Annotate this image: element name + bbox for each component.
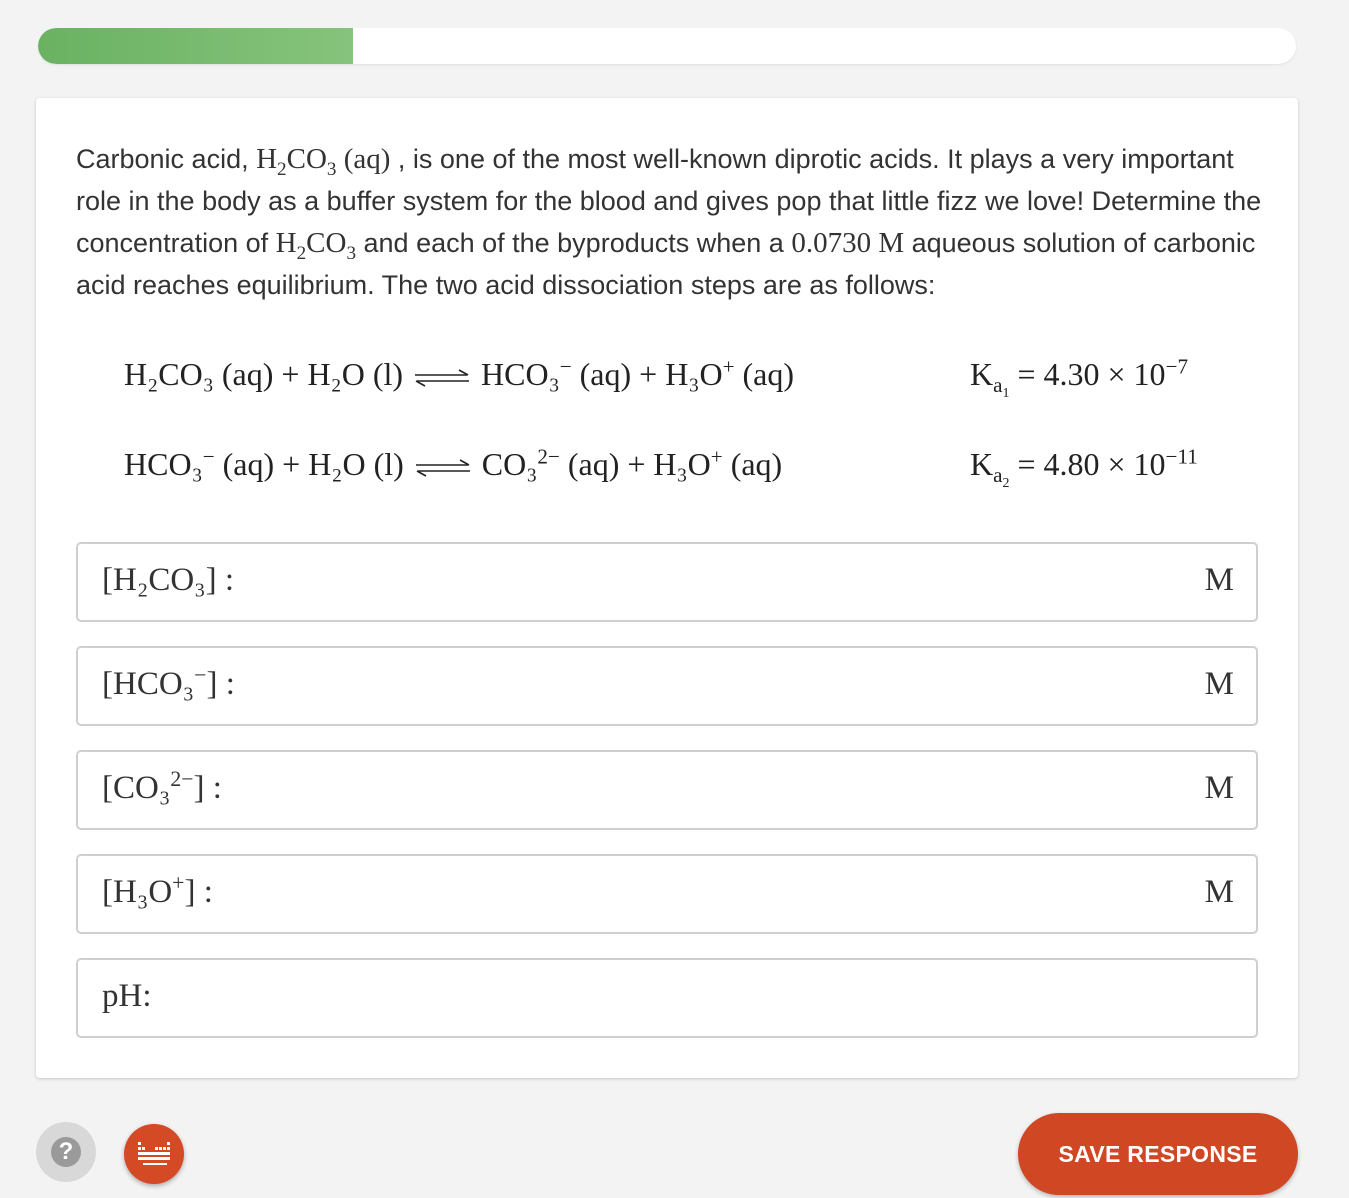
equation-2-ka: $K_{a_2} = 4.80 \times 10^{-11}$ [970,444,1198,492]
periodic-table-icon [137,1141,171,1167]
equation-1-ka: $K_{a_1} = 4.30 \times 10^{-7}$ [970,354,1189,402]
equation-1-reaction: H₂CO₃ (aq) + H₂O (l) HCO₃− (aq) + H₃O+ (aq) [124,354,794,392]
question-prompt [76,138,1266,306]
field-unit: M [1204,562,1234,598]
field-label-h3o: [H₃O+] : [102,871,213,910]
help-button[interactable] [36,1122,96,1182]
field-label-h2co3: [H₂CO₃] : [102,562,235,598]
concentration-value: 0.0730 M [791,227,905,259]
answer-field-ph[interactable] [76,958,1258,1038]
field-label-co3: [CO₃$^{2-}$] : [102,767,222,806]
equation-1 [124,350,1244,400]
equation-2-reaction: HCO₃− (aq) + H₂O (l) CO₃$^{2-}$ (aq) + H₃O+ (aq) [124,444,783,482]
calculator-button[interactable] [124,1124,184,1184]
answer-field-h2co3[interactable] [76,542,1258,622]
formula-h2co3: $H_2CO_3$ (aq) [256,143,391,180]
equilibrium-arrow-icon [413,368,471,388]
prompt-text-1: Carbonic acid, [76,144,257,174]
h2co3-input[interactable] [298,554,1162,612]
answer-field-co3[interactable] [76,750,1258,830]
field-unit: M [1204,874,1234,910]
answer-field-hco3[interactable] [76,646,1258,726]
co3-input[interactable] [298,762,1162,820]
question-mark-icon: ? [51,1137,81,1167]
ph-input[interactable] [178,970,1222,1028]
field-label-ph: pH: [102,978,152,1014]
h3o-input[interactable] [298,866,1162,924]
progress-bar-fill [38,28,353,64]
field-unit: M [1204,770,1234,806]
equilibrium-arrow-icon [414,458,472,478]
prompt-text-4: aqueous solution of carbonic acid reaches equilibrium. The two acid dissociation steps are as follows: [76,228,1256,300]
question-card [36,98,1298,1078]
prompt-text-2: , is one of the most well-known diprotic acids. It plays a very important role in the body as a buffer system for the blood and gives pop that little fizz we love! Determine the concentration of [76,144,1262,258]
formula-h2co3-inline: $H_2CO_3$ [275,227,357,264]
equation-2 [124,440,1244,490]
answer-field-h3o[interactable] [76,854,1258,934]
prompt-text-3: and each of the byproducts when a [356,228,792,258]
progress-bar [38,28,1296,64]
field-label-hco3: [HCO₃−] : [102,663,235,702]
hco3-input[interactable] [298,658,1162,716]
field-unit: M [1204,666,1234,702]
save-response-button[interactable]: SAVE RESPONSE [1018,1113,1298,1195]
